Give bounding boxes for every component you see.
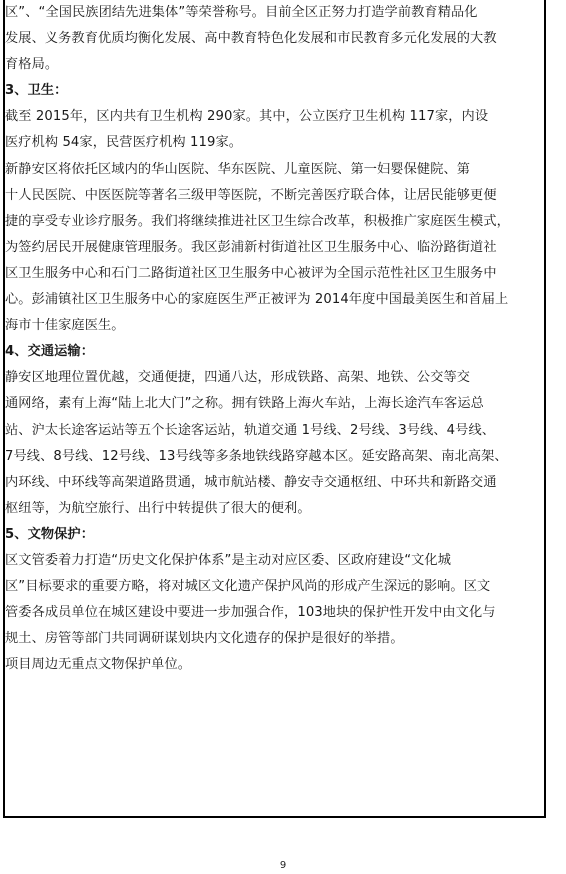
text-line: 区文管委着力打造“历史文化保护体系”是主动对应区委、区政府建设“文化城 <box>5 552 451 568</box>
section-heading-heritage: 5、文物保护： <box>5 526 95 542</box>
text-line: 区卫生服务中心和石门二路街道社区卫生服务中心被评为全国示范性社区卫生服务中 <box>5 265 497 281</box>
text-line: 为签约居民开展健康管理服务。我区彭浦新村街道社区卫生服务中心、临汾路街道社 <box>5 239 497 255</box>
text-line: 医疗机构 54家，民营医疗机构 119家。 <box>5 135 243 151</box>
text-line: 7号线、8号线、12号线、13号线等多条地铁线路穿越本区。延安路高架、南北高架、 <box>5 448 508 464</box>
section-heading-transport: 4、交通运输： <box>5 344 95 360</box>
text-line: 心。彭浦镇社区卫生服务中心的家庭医生严正被评为 2014年度中国最美医生和首届上 <box>5 292 509 308</box>
text-line: 站、沪太长途客运站等五个长途客运站，轨道交通 1号线、2号线、3号线、4号线、 <box>5 422 496 438</box>
page-number: 9 <box>279 860 287 871</box>
section-heading-health: 3、卫生： <box>5 83 68 99</box>
text-line: 新静安区将依托区域内的华山医院、华东医院、儿童医院、第一妇婴保健院、第 <box>5 161 471 177</box>
text-line: 海市十佳家庭医生。 <box>5 318 125 334</box>
text-line: 十人民医院、中医医院等著名三级甲等医院，不断完善医疗联合体，让居民能够更便 <box>5 187 497 203</box>
text-line: 截至 2015年，区内共有卫生机构 290家。其中，公立医疗卫生机构 117家，内设 <box>5 109 489 125</box>
text-line: 管委各成员单位在城区建设中要进一步加强合作，103地块的保护性开发中由文化与 <box>5 605 496 621</box>
text-line: 区”、“全国民族团结先进集体”等荣誉称号。目前全区正努力打造学前教育精品化 <box>5 5 478 20</box>
text-line: 规土、房管等部门共同调研谋划块内文化遗存的保护是很好的举措。 <box>5 631 404 647</box>
text-line: 捷的享受专业诊疗服务。我们将继续推进社区卫生综合改革，积极推广家庭医生模式， <box>5 213 510 229</box>
text-line: 项目周边无重点文物保护单位。 <box>5 657 192 673</box>
text-line: 发展、义务教育优质均衡化发展、高中教育特色化发展和市民教育多元化发展的大教 <box>5 31 497 47</box>
text-line: 育格局。 <box>5 57 59 73</box>
text-line: 通网络，素有上海“陆上北大门”之称。拥有铁路上海火车站，上海长途汽车客运总 <box>5 396 484 412</box>
text-line: 枢纽等，为航空旅行、出行中转提供了很大的便利。 <box>5 500 311 516</box>
text-line: 区”目标要求的重要方略，将对城区文化遗产保护风尚的形成产生深远的影响。区文 <box>5 579 491 595</box>
document-body <box>5 0 565 678</box>
text-line: 内环线、中环线等高架道路贯通，城市航站楼、静安寺交通枢纽、中环共和新路交通 <box>5 474 497 490</box>
text-line: 静安区地理位置优越，交通便捷，四通八达，形成铁路、高架、地铁、公交等交 <box>5 370 471 386</box>
